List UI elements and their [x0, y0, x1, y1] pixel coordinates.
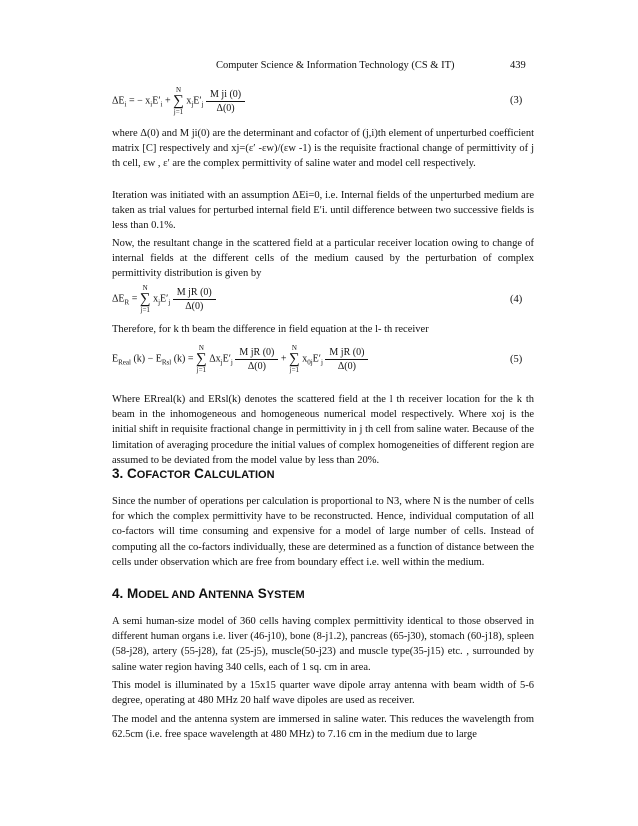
eq5-t2: E [155, 353, 162, 365]
sigma-icon: ∑ [139, 291, 151, 307]
eq5-denominator-1: Δ(0) [247, 360, 266, 372]
paragraph-scattered-field-definitions: Where ERreal(k) and ERsl(k) denotes the scattered field at the l th receiver location for the k th beam in the inhomogeneous and homogeneous numerical model respectively. Where xoj is the initial shift in requisite fractional change in permittivity in j th cell from saline water. Because of the limitation of averaging procedure the initial values of complex homogeneities of different region are assumed to be deviated from the model value by less than 20%. [112, 394, 534, 466]
eq5-number: (5) [510, 354, 523, 365]
eq3-xj: x [186, 95, 192, 107]
eq3-ei: E′ [152, 95, 161, 107]
eq3-sum-top: N [175, 86, 181, 94]
section-heading-4 [112, 586, 305, 601]
eq3-summation [173, 86, 184, 116]
eq5-e2: E′ [312, 353, 321, 365]
paragraph-iteration: Iteration was initiated with an assumption ΔEi=0, i.e. Internal fields of the unperturbed medium are taken as trial values for perturbed internal field E′i. until difference between two successive fields is less than 0.1%. [112, 190, 534, 232]
eq4-summation [140, 284, 151, 314]
eq5-numerator-2: M jR (0) [325, 347, 368, 360]
eq4-xj: x [153, 293, 159, 305]
eq3-ej-sub: j [201, 100, 204, 109]
eq4-ej: E′ [160, 293, 169, 305]
heading3-rest2: ALCULATION [203, 469, 275, 481]
eq3-sum-bottom: j=1 [173, 108, 184, 116]
eq5-sum2-bottom: j=1 [289, 366, 300, 374]
paragraph-model: A semi human-size model of 360 cells having complex permittivity identical to those observed in different human organs i.e. liver (46-j10), bone (8-j1.2), pancreas (65-j30), stomach (60-j18), spleen (58-j28), artery (55-j28), fat (25-j5), muscle(50-j23) and muscle type(35-j15) etc. , surrounded by saline water region having 340 cells, each of 1 sq. cm in area. [112, 616, 534, 673]
heading3-number: 3. [112, 466, 124, 481]
heading4-first3: S [257, 586, 267, 601]
eq4-sum-bottom: j=1 [140, 306, 150, 314]
eq4-denominator: Δ(0) [185, 300, 204, 312]
eq5-fraction-1 [235, 347, 278, 372]
section-heading-3 [112, 466, 275, 481]
eq5-t2-sub: Rsl [161, 358, 172, 367]
heading4-rest2: NTENNA [208, 589, 254, 601]
eq3-fraction [206, 89, 245, 114]
header-title: Computer Science & Information Technology (CS & IT) [216, 60, 455, 71]
eq5-sum2-top: N [291, 344, 297, 352]
eq4-fraction [173, 287, 216, 312]
eq3-xj-sub: j [191, 100, 194, 109]
eq5-x0: x [302, 353, 308, 365]
eq3-number: (3) [510, 95, 523, 106]
eq5-t1-sub: Real [118, 358, 131, 367]
eq5-fraction-2 [325, 347, 368, 372]
eq3-ei-sub: i [160, 100, 163, 109]
eq4-ej-sub: j [168, 298, 171, 307]
eq4-lhs: ΔE [112, 293, 125, 305]
eq5-dx: Δx [209, 353, 221, 365]
eq4-lhs-sub: R [124, 298, 130, 307]
heading4-rest: ODEL AND [138, 589, 196, 601]
sigma-icon: ∑ [196, 351, 207, 367]
eq4-xj-sub: j [158, 298, 161, 307]
eq3-lhs-sub: i [124, 100, 127, 109]
eq4-numerator: M jR (0) [173, 287, 216, 300]
eq4-sum-top: N [142, 284, 148, 292]
heading4-first: M [127, 586, 139, 601]
eq5-e2-sub: j [320, 358, 323, 367]
eq5-t1-arg: (k) − [133, 353, 154, 365]
eq3-rhs-start: = − x [129, 95, 151, 107]
eq3-plus: + [164, 95, 171, 107]
eq5-t2-arg: (k) = [173, 353, 194, 365]
sigma-icon: ∑ [173, 93, 184, 109]
eq5-t1: E [112, 353, 119, 365]
heading3-first2: C [194, 466, 204, 481]
eq4-number: (4) [510, 294, 523, 305]
sigma-icon: ∑ [289, 351, 300, 367]
heading4-rest3: YSTEM [266, 589, 305, 601]
eq3-numerator: M ji (0) [206, 89, 245, 102]
equation-3 [112, 86, 245, 116]
paragraph-definitions: where Δ(0) and M ji(0) are the determinant and cofactor of (j,i)th element of unperturbed coefficient matrix [C] respectively and xj=(ε′ -εw)/(εw -1) is the requisite fractional change of permittivity of j th cell, εw , ε′ are the complex permittivity of saline water and model cell respectively. [112, 128, 534, 170]
page-number: 439 [510, 60, 526, 71]
eq3-lhs: ΔE [112, 95, 125, 107]
paragraph-difference: Therefore, for k th beam the difference in field equation at the l- th receiver [112, 324, 429, 335]
eq5-numerator-1: M jR (0) [235, 347, 278, 360]
eq5-dx-sub: j [220, 358, 223, 367]
eq3-ej: E′ [193, 95, 202, 107]
eq5-sum1-top: N [198, 344, 204, 352]
eq5-summation-2 [289, 344, 300, 374]
eq5-denominator-2: Δ(0) [337, 360, 356, 372]
eq5-sum1-bottom: j=1 [196, 366, 207, 374]
paragraph-scattered-field: Now, the resultant change in the scattered field at a particular receiver location owing to change of internal fields at the different cells of the medium caused by the perturbation of complex permittivity distribution is given by [112, 238, 534, 280]
eq5-e1-sub: j [230, 358, 233, 367]
eq5-e1: E′ [222, 353, 231, 365]
heading3-first: C [127, 466, 137, 481]
heading3-rest: OFACTOR [136, 469, 191, 481]
eq5-plus: + [280, 353, 287, 365]
eq3-rhs-start-sub: i [150, 100, 153, 109]
equation-5 [112, 344, 368, 374]
equation-4 [112, 284, 216, 314]
paragraph-illumination: This model is illuminated by a 15x15 quarter wave dipole array antenna with beam width of 5-6 degree, operating at 480 MHz 20 half wave dipoles are used as receiver. [112, 680, 534, 707]
heading4-first2: A [198, 586, 209, 601]
eq3-denominator: Δ(0) [216, 102, 235, 114]
heading4-number: 4. [112, 586, 124, 601]
eq5-summation-1 [196, 344, 207, 374]
eq5-x0-sub: 0j [307, 358, 313, 367]
paragraph-cofactor: Since the number of operations per calculation is proportional to N3, where N is the number of cells for which the complex permittivity have to be reconstructed. Hence, individual computation of all co-factors will time consuming and expensive for a model of large number of cells. Instead of computing all the co-factors individually, these are determined as a function of distance between the cells under observation which are free from boundary effect i.e. well within the medium. [112, 496, 534, 568]
paragraph-saline-water: The model and the antenna system are immersed in saline water. This reduces the wavelength from 62.5cm (i.e. free space wavelength at 480 MHz) to 7.16 cm in the medium due to large [112, 714, 534, 741]
eq4-eq: = [131, 293, 138, 305]
